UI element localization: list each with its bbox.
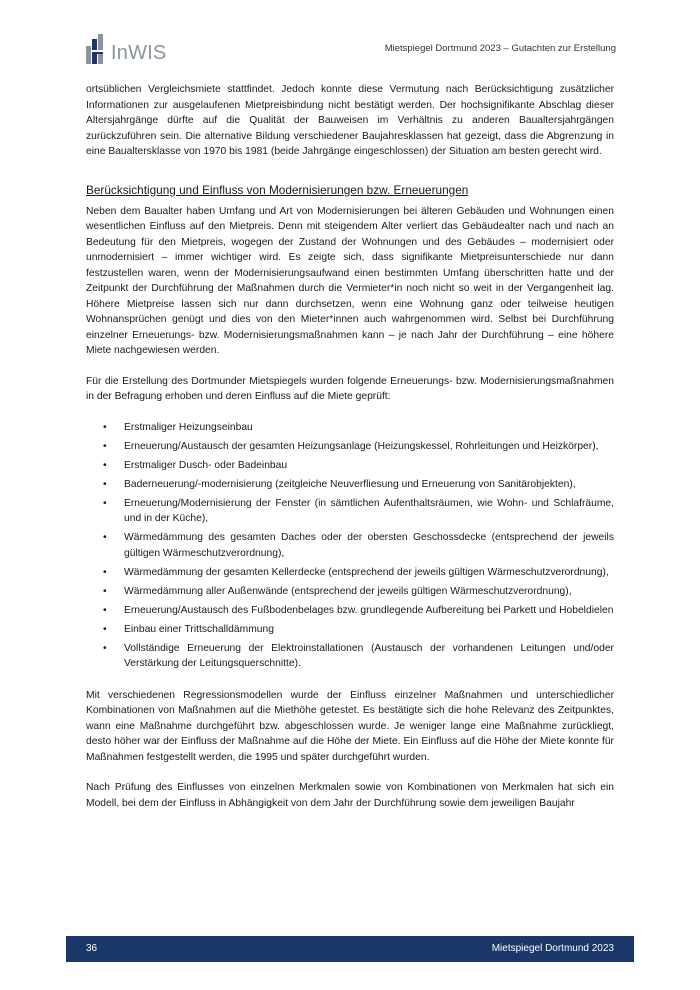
list-item: • Vollständige Erneuerung der Elektroinstallationen (Austausch der vorhandenen Leitungen und/oder Verstärkung der Leitungsquerschnitte).	[86, 641, 614, 672]
list-item: • Erstmaliger Dusch- oder Badeinbau	[86, 458, 614, 474]
paragraph-3: Mit verschiedenen Regressionsmodellen wurde der Einfluss einzelner Maßnahmen und unterschiedlicher Kombinationen von Maßnahmen auf die Miethöhe getestet. Es bestätigte sich die hohe Relevanz des Zeitpunktes, wann eine Maßnahme durchgeführt bzw. abgeschlossen wurde. Je weniger lange eine Maßnahme zurückliegt, desto höher war der Einfluss der Maßnahme auf die Höhe der Miete. Ein Einfluss auf die Höhe der Miete konnte für Maßnahmen festgestellt werden, die 1995 und später durchgeführt wurden.	[86, 689, 614, 763]
paragraph-1: Neben dem Baualter haben Umfang und Art von Modernisierungen bei älteren Gebäuden und Wohnungen einen wesentlichen Einfluss auf den Mietpreis. Denn mit steigendem Alter verliert das Gebäudealter nach und nach an Bedeutung für den Mietpreis, wogegen der Zustand der Wohnungen und des Gebäudes – modernisiert oder unmodernisiert – immer wichtiger wird. Es zeigte sich, dass signifikante Mietpreisunterschiede nur dann festzustellen waren, wenn der Modernisierungsaufwand einen bestimmten Umfang überschritten hatte und der Zeitpunkt der Durchführung der Maßnahmen durch die Vermieter*in noch nicht so weit in der Vergangenheit lag. Höhere Mietpreise lassen sich nur dann durchsetzen, wenn eine Wohnung ganz oder teilweise heutigen Wohnansprüchen genügt und dies von den Mieter*innen auch wahrgenommen wird. Selbst bei Durchführung einzelner Erneuerungs- bzw. Modernisierungsmaßnahmen kann – je nach Jahr der Durchführung – eine höhere Miete nachgewiesen werden.	[86, 205, 614, 356]
page-content	[86, 82, 614, 811]
list-item: • Erstmaliger Heizungseinbau	[86, 420, 614, 436]
list-item: • Wärmedämmung des gesamten Daches oder der obersten Geschossdecke (entsprechend der jeweils gültigen Wärmeschutzverordnung),	[86, 530, 614, 561]
list-item: • Erneuerung/Modernisierung der Fenster (in sämtlichen Aufenthaltsräumen, wie Wohn- und Schlafräume, und in der Küche),	[86, 496, 614, 527]
section-heading: Berücksichtigung und Einfluss von Modernisierungen bzw. Erneuerungen	[86, 182, 469, 197]
page-number: 36	[86, 943, 98, 954]
list-item: • Erneuerung/Austausch des Fußbodenbelages bzw. grundlegende Aufbereitung bei Parkett und Hobeldielen	[86, 603, 614, 619]
logo-text: InWIS	[111, 42, 167, 64]
paragraph-2: Für die Erstellung des Dortmunder Mietspiegels wurden folgende Erneuerungs- bzw. Modernisierungsmaßnahmen in der Befragung erhoben und deren Einfluss auf die Miete geprüft:	[86, 375, 614, 402]
paragraph-4: Nach Prüfung des Einflusses von einzelnen Merkmalen sowie von Kombinationen von Merkmalen hat sich ein Modell, bei dem der Einfluss in Abhängigkeit von dem Jahr der Durchführung sowie dem jeweiligen Baujahr	[86, 782, 614, 809]
page-header	[0, 0, 700, 70]
logo-mark-icon	[86, 34, 108, 64]
footer-title: Mietspiegel Dortmund 2023	[491, 943, 614, 954]
list-item: • Wärmedämmung der gesamten Kellerdecke (entsprechend der jeweils gültigen Wärmeschutzverordnung),	[86, 565, 614, 581]
page-footer	[66, 936, 634, 962]
measures-list	[86, 420, 614, 672]
intro-paragraph: ortsüblichen Vergleichsmiete stattfindet. Jedoch konnte diese Vermutung nach Berücksichtigung zusätzlicher Informationen zur ausgelaufenen Mietpreisbindung nicht bestätigt werden. Der hochsignifikante Abschlag dieser Altersjahrgänge dürfte auf die Qualität der Bauweisen im Verhältnis zu anderen Baualtersjahrgängen zurückzuführen sein. Die alternative Bildung verschiedener Baujahresklassen hat gezeigt, dass die Abgrenzung in eine Baualtersklasse von 1970 bis 1981 (beide Jahrgänge eingeschlossen) der Situation am besten gerecht wird.	[86, 84, 614, 157]
inwis-logo	[86, 34, 166, 64]
list-item: • Wärmedämmung aller Außenwände (entsprechend der jeweils gültigen Wärmeschutzverordnung),	[86, 584, 614, 600]
header-title: Mietspiegel Dortmund 2023 – Gutachten zur Erstellung	[384, 43, 616, 54]
list-item: • Einbau einer Trittschalldämmung	[86, 622, 614, 638]
list-item: • Baderneuerung/-modernisierung (zeitgleiche Neuverfliesung und Erneuerung von Sanitärobjekten),	[86, 477, 614, 493]
list-item: • Erneuerung/Austausch der gesamten Heizungsanlage (Heizungskessel, Rohrleitungen und Heizkörper),	[86, 439, 614, 455]
